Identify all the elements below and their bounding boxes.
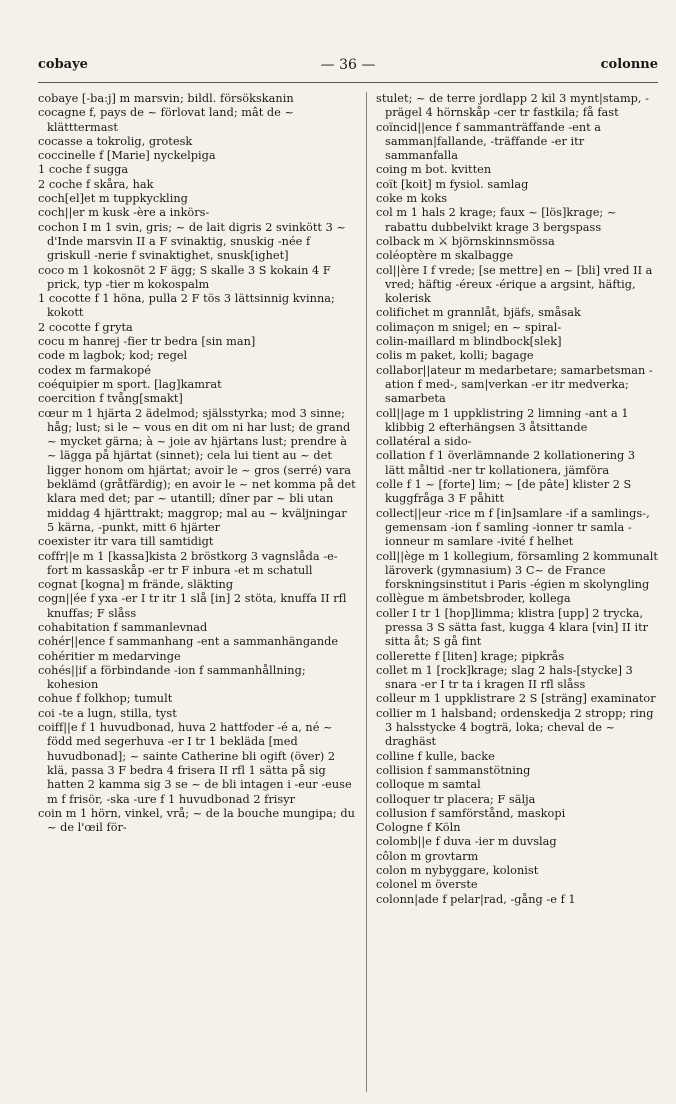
dictionary-entry: collect||eur -rice m f [in]samlare -if a samlings-, gemensam -ion f samling -ionner tr samla -ionneur m samlare -ivité f helhet: [376, 506, 650, 549]
dictionary-entry: colin-maillard m blindbock[slek]: [376, 335, 562, 349]
dictionary-entry: collègue m ämbetsbroder, kollega: [376, 592, 571, 606]
dictionary-entry: cogn||ée f yxa -er I tr itr 1 slå [in] 2 stöta, knuffa II rfl knuffas; F slåss: [38, 592, 347, 620]
dictionary-entry: coin m 1 hörn, vinkel, vrå; ~ de la bouche mungipa; du ~ de l'œil för-: [38, 806, 355, 835]
dictionary-entry: 1 cocotte f 1 höna, pulla 2 F tös 3 lättsinnig kvinna; kokott: [38, 292, 335, 320]
dictionary-entry: coke m koks: [376, 192, 448, 206]
right-column: [376, 92, 658, 1092]
dictionary-entry: col||ère I f vrede; [se mettre] en ~ [bli] vred II a vred; häftig -éreux -érique a argsint, häftig, kolerisk: [376, 263, 653, 306]
dictionary-entry: coccinelle f [Marie] nyckelpiga: [38, 149, 216, 163]
dictionary-entry: coch[el]et m tuppkyckling: [38, 192, 188, 206]
left-guide-word: cobaye: [38, 57, 88, 72]
dictionary-entry: 1 coche f sugga: [38, 163, 129, 177]
dictionary-entry: cocasse a tokrolig, grotesk: [38, 134, 193, 148]
dictionary-entry: col m 1 hals 2 krage; faux ~ [lös]krage; ~ rabattu dubbelvikt krage 3 bergspass: [376, 206, 617, 234]
dictionary-entry: coing m bot. kvitten: [376, 163, 492, 177]
dictionary-entry: coït [koit] m fysiol. samlag: [376, 177, 529, 191]
dictionary-entry: cognat [kogna] m frände, släkting: [38, 578, 234, 592]
page-header: [38, 57, 658, 79]
dictionary-entry: cœur m 1 hjärta 2 ädelmod; själsstyrka; mod 3 sinne; håg; lust; si le ~ vous en dit om ni har lust; de grand ~ mycket gärna; à ~ joie av hjärtans lust; prendre à ~ lägga på hjärtat (sinnet); cela lui tient au ~ det ligger honom om hjärtat; avoir le ~ gros (serré) vara beklämd (gråtfärdig); en avoir le ~ net komma på det klara med det; par ~ utantill; dîner par ~ bli utan middag 4 hjärttrakt; maggrop; mal au ~ kväljningar 5 kärna, -punkt, mitt 6 hjärter: [38, 406, 356, 534]
dictionary-entry: collation f 1 överlämnande 2 kollationering 3 lätt måltid -ner tr kollationera, jämföra: [376, 449, 636, 477]
dictionary-entry: colomb||e f duva -ier m duvslag: [376, 835, 557, 849]
dictionary-entry: cohabitation f sammanlevnad: [38, 620, 208, 634]
dictionary-entry: colifichet m grannlåt, bjäfs, småsak: [376, 306, 581, 320]
dictionary-entry: cochon I m 1 svin, gris; ~ de lait digris 2 svinkött 3 ~ d'Inde marsvin II a F svinaktig, snuskig -née f griskull -nerie f svinaktighet, snusk[ighet]: [38, 220, 346, 263]
dictionary-entry: coéquipier m sport. [lag]kamrat: [38, 377, 222, 391]
dictionary-entry: coexister itr vara till samtidigt: [38, 535, 214, 549]
dictionary-entry: cobaye [-ba:j] m marsvin; bildl. försökskanin: [38, 92, 294, 105]
dictionary-entry: cohér||ence f sammanhang -ent a sammanhängande: [38, 635, 339, 649]
right-guide-word: colonne: [600, 57, 658, 72]
dictionary-entry: cocagne f, pays de ~ förlovat land; mât de ~ klätttermast: [38, 106, 294, 134]
dictionary-entry: cocu m hanrej -fier tr bedra [sin man]: [38, 335, 256, 349]
dictionary-entry: collet m 1 [rock]krage; slag 2 hals-[stycke] 3 snara -er I tr ta i kragen II rfl slåss: [376, 663, 633, 692]
dictionary-entry: cohés||if a förbindande -ion f sammanhållning; kohesion: [38, 663, 306, 692]
dictionary-entry: colimaçon m snigel; en ~ spiral-: [376, 320, 562, 334]
dictionary-entry: collabor||ateur m medarbetare; samarbetsman -ation f med-, sam|verkan -er itr medverka; samarbeta: [376, 363, 653, 406]
page-number: — 36 —: [320, 57, 376, 73]
dictionary-entry: cohéritier m medarvinge: [38, 649, 181, 663]
dictionary-entry: colle f 1 ~ [forte] lim; ~ [de pâte] klister 2 S kuggfråga 3 F påhitt: [376, 478, 632, 506]
dictionary-entry: colloque m samtal: [376, 778, 481, 792]
dictionary-entry: colback m ⚔ björnskinnsmössa: [376, 234, 555, 248]
dictionary-entry: colonel m överste: [376, 878, 478, 892]
dictionary-entry: coi -te a lugn, stilla, tyst: [38, 706, 177, 720]
dictionary-entry: Cologne f Köln: [376, 821, 461, 835]
dictionary-entry: coch||er m kusk -ère a inkörs-: [38, 206, 210, 220]
column-divider: [366, 92, 367, 1092]
dictionary-entry: coco m 1 kokosnöt 2 F ägg; S skalle 3 S kokain 4 F prick, typ -tier m kokospalm: [38, 263, 331, 291]
dictionary-entry: coercition f tvång[smakt]: [38, 392, 183, 406]
dictionary-entry: coïncid||ence f sammanträffande -ent a samman|fallande, -träffande -er itr sammanfalla: [376, 120, 602, 163]
dictionary-entry: cohue f folkhop; tumult: [38, 692, 173, 706]
dictionary-entry: collusion f samförstånd, maskopi: [376, 806, 566, 820]
dictionary-entry: stulet; ~ de terre jordlapp 2 kil 3 mynt|stamp, -prägel 4 hörnskåp -cer tr fastkila; få fast: [376, 92, 649, 120]
dictionary-entry: codex m farmakopé: [38, 363, 151, 377]
dictionary-entry: colloquer tr placera; F sälja: [376, 792, 536, 806]
dictionary-entry: coll||age m 1 uppklistring 2 limning -ant a 1 klibbig 2 efterhängsen 3 åtsittande: [376, 406, 629, 434]
header-rule: [38, 82, 658, 83]
dictionary-entry: collision f sammanstötning: [376, 763, 531, 777]
dictionary-entry: 2 coche f skåra, hak: [38, 177, 154, 191]
left-column: [38, 92, 356, 1092]
dictionary-entry: coffr||e m 1 [kassa]kista 2 bröstkorg 3 vagnslåda -e-fort m kassaskåp -er tr F inbura -et m schatull: [38, 549, 338, 577]
dictionary-entry: coiff||e f 1 huvudbonad, huva 2 hattfoder -é a, né ~ född med segerhuva -er I tr 1 bekläda [med huvudbonad]; ~ sainte Catherine bli ogift (över) 2 klä, passa 3 F bedra 4 frisera II rfl 1 sätta på sig hatten 2 kamma sig 3 se ~ de bli intagen i -eur -euse m f frisör, -ska -ure f 1 huvudbonad 2 frisyr: [38, 721, 352, 806]
dictionary-entry: 2 cocotte f gryta: [38, 320, 133, 334]
dictionary-entry: colon m nybyggare, kolonist: [376, 864, 539, 878]
dictionary-entry: coller I tr 1 [hop]limma; klistra [upp] 2 trycka, pressa 3 S sätta fast, kugga 4 klara [vin] II itr sitta åt; S gå fint: [376, 606, 649, 649]
dictionary-entry: colline f kulle, backe: [376, 749, 495, 763]
dictionary-entry: colis m paket, kolli; bagage: [376, 349, 534, 363]
dictionary-entry: côlon m grovtarm: [376, 849, 479, 863]
dictionary-entry: collier m 1 halsband; ordenskedja 2 stropp; ring 3 halsstycke 4 bogträ, loka; cheval de ~ draghäst: [376, 706, 654, 749]
dictionary-entry: coléoptère m skalbagge: [376, 249, 514, 263]
dictionary-entry: coll||ège m 1 kollegium, församling 2 kommunalt läroverk (gymnasium) 3 C~ de France forskningsinstitut i Paris -égien m skolyngling: [376, 549, 658, 592]
dictionary-entry: code m lagbok; kod; regel: [38, 349, 188, 363]
dictionary-entry: collerette f [liten] krage; pipkrås: [376, 649, 565, 663]
dictionary-entry: collatéral a sido-: [376, 435, 472, 449]
dictionary-entry: colleur m 1 uppklistrare 2 S [sträng] examinator: [376, 692, 656, 706]
dictionary-entry: colonn|ade f pelar|rad, -gång -e f 1: [376, 892, 576, 906]
